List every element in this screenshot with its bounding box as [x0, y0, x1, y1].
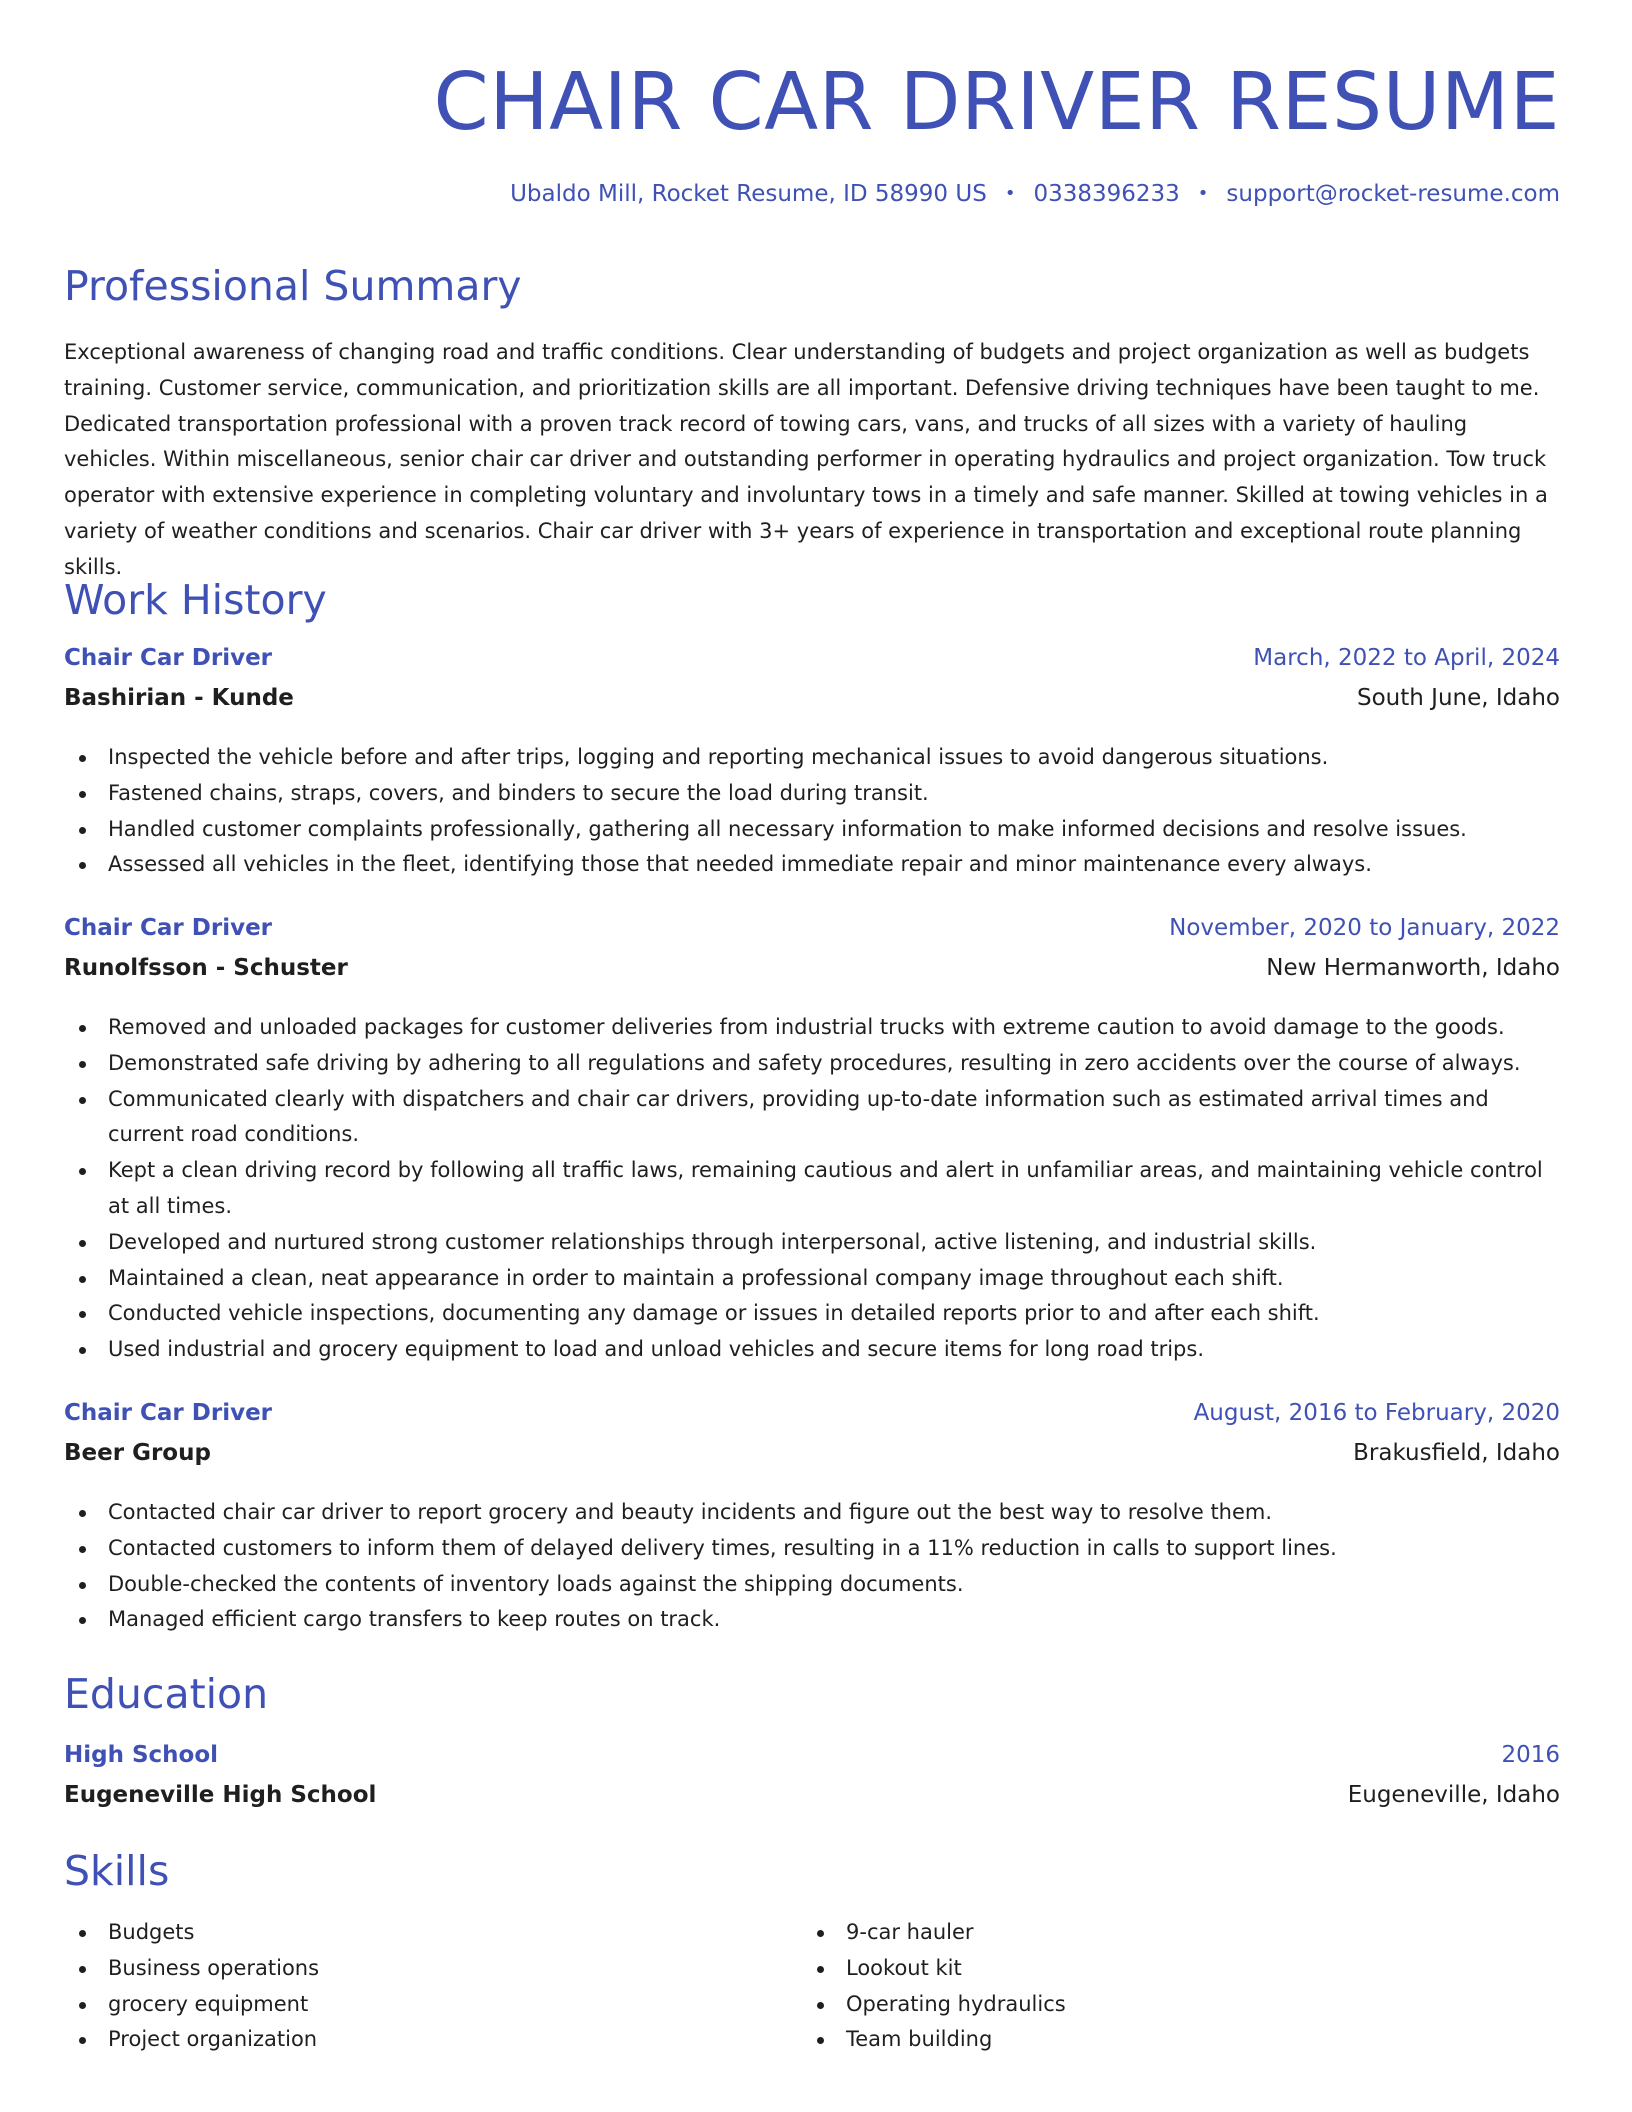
job-bullets	[64, 1495, 1560, 1638]
job-bullet: Conducted vehicle inspections, documenting any damage or issues in detailed reports prior to and after each shift.	[64, 1296, 1560, 1332]
education-school: Eugeneville High School	[64, 1782, 377, 1808]
job-entry	[64, 1400, 1560, 1638]
contact-email: support@rocket-resume.com	[1226, 181, 1560, 207]
contact-address: Ubaldo Mill, Rocket Resume, ID 58990 US	[510, 181, 987, 207]
contact-separator: •	[1004, 183, 1016, 204]
job-bullet: Maintained a clean, neat appearance in order to maintain a professional company image throughout each shift.	[64, 1261, 1560, 1297]
skill-item: Project organization	[64, 2022, 802, 2058]
job-company: Runolfsson - Schuster	[64, 955, 348, 981]
skill-item: Team building	[802, 2022, 1540, 2058]
job-bullet: Inspected the vehicle before and after trips, logging and reporting mechanical issues to avoid dangerous situations.	[64, 740, 1560, 776]
skill-item: Lookout kit	[802, 1951, 1540, 1987]
skill-item: Business operations	[64, 1951, 802, 1987]
job-title: Chair Car Driver	[64, 915, 273, 941]
job-dates: November, 2020 to January, 2022	[1169, 915, 1560, 941]
job-bullet: Removed and unloaded packages for customer deliveries from industrial trucks with extreme caution to avoid damage to the goods.	[64, 1010, 1560, 1046]
job-bullet: Used industrial and grocery equipment to load and unload vehicles and secure items for long road trips.	[64, 1332, 1560, 1368]
job-bullet: Contacted chair car driver to report grocery and beauty incidents and figure out the best way to resolve them.	[64, 1495, 1560, 1531]
job-title: Chair Car Driver	[64, 645, 273, 671]
job-dates: March, 2022 to April, 2024	[1253, 645, 1560, 671]
job-entry	[64, 645, 1560, 883]
skill-item: 9-car hauler	[802, 1915, 1540, 1951]
job-bullet: Managed efficient cargo transfers to keep routes on track.	[64, 1602, 1560, 1638]
skills-column-right	[802, 1915, 1540, 2058]
job-bullet: Kept a clean driving record by following all traffic laws, remaining cautious and alert in unfamiliar areas, and maintaining vehicle control at all times.	[64, 1153, 1560, 1225]
resume-title: CHAIR CAR DRIVER RESUME	[433, 56, 1560, 148]
summary-text: Exceptional awareness of changing road and traffic conditions. Clear understanding of budgets and project organization as well as budgets training. Customer service, communication, and prioritization skills are all important. Defensive driving techniques have been taught to me. Dedicated transportation professional with a proven track record of towing cars, vans, and trucks of all sizes with a variety of hauling vehicles. Within miscellaneous, senior chair car driver and outstanding performer in operating hydraulics and project organization. Tow truck operator with extensive experience in completing voluntary and involuntary tows in a timely and safe manner. Skilled at towing vehicles in a variety of weather conditions and scenarios. Chair car driver with 3+ years of experience in transportation and exceptional route planning skills.	[64, 340, 1548, 579]
skills-list	[64, 1915, 1560, 2058]
education-degree: High School	[64, 1742, 219, 1768]
job-bullet: Communicated clearly with dispatchers and chair car drivers, providing up-to-date information such as estimated arrival times and current road conditions.	[64, 1082, 1560, 1154]
job-bullets	[64, 740, 1560, 883]
education-heading: Education	[64, 1670, 269, 1718]
contact-line	[64, 168, 1560, 227]
education-location: Eugeneville, Idaho	[1347, 1782, 1560, 1808]
job-location: New Hermanworth, Idaho	[1266, 955, 1560, 981]
job-dates: August, 2016 to February, 2020	[1193, 1400, 1560, 1426]
skills-column-left	[64, 1915, 802, 2058]
education-year: 2016	[1501, 1742, 1560, 1768]
job-title: Chair Car Driver	[64, 1400, 273, 1426]
job-bullet: Demonstrated safe driving by adhering to all regulations and safety procedures, resulting in zero accidents over the course of always.	[64, 1046, 1560, 1082]
job-bullet: Developed and nurtured strong customer relationships through interpersonal, active listening, and industrial skills.	[64, 1225, 1560, 1261]
job-bullet: Double-checked the contents of inventory loads against the shipping documents.	[64, 1567, 1560, 1603]
summary-heading: Professional Summary	[64, 262, 522, 310]
job-company: Bashirian - Kunde	[64, 685, 294, 711]
job-location: South June, Idaho	[1357, 685, 1560, 711]
resume-page	[64, 0, 1560, 2052]
job-company: Beer Group	[64, 1440, 211, 1466]
job-bullets	[64, 1010, 1560, 1368]
skill-item: Budgets	[64, 1915, 802, 1951]
skills-heading: Skills	[64, 1847, 170, 1895]
job-bullet: Assessed all vehicles in the fleet, identifying those that needed immediate repair and minor maintenance every always.	[64, 847, 1560, 883]
skill-item: Operating hydraulics	[802, 1987, 1540, 2023]
skill-item: grocery equipment	[64, 1987, 802, 2023]
job-bullet: Handled customer complaints professionally, gathering all necessary information to make informed decisions and resolve issues.	[64, 812, 1560, 848]
education-entry	[64, 1742, 1560, 1822]
work-history-heading: Work History	[64, 576, 327, 624]
job-bullet: Fastened chains, straps, covers, and binders to secure the load during transit.	[64, 776, 1560, 812]
resume-header	[64, 0, 1560, 227]
contact-phone: 0338396233	[1033, 181, 1180, 207]
contact-separator: •	[1197, 183, 1209, 204]
job-location: Brakusfield, Idaho	[1353, 1440, 1560, 1466]
job-entry	[64, 915, 1560, 1368]
job-bullet: Contacted customers to inform them of delayed delivery times, resulting in a 11% reduction in calls to support lines.	[64, 1531, 1560, 1567]
